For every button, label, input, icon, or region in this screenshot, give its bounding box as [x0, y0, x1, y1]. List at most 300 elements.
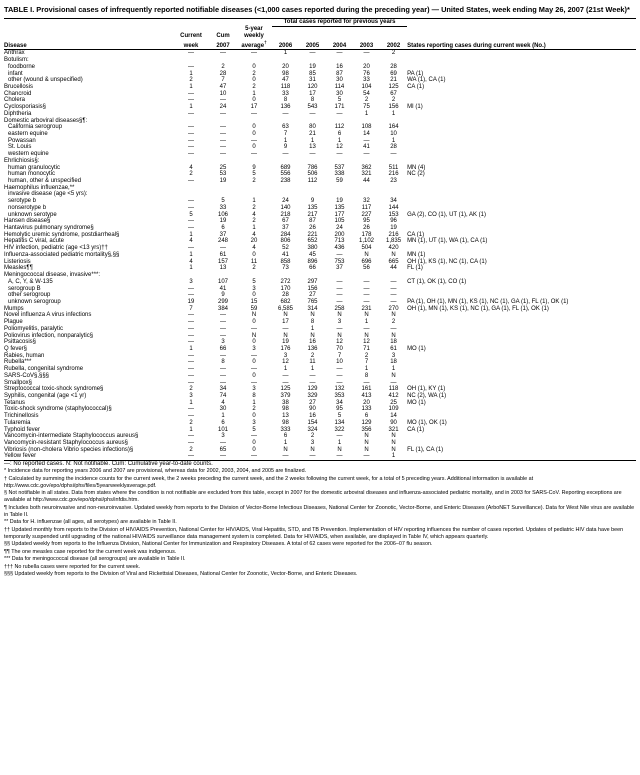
year-value: 227: [361, 211, 372, 218]
year-value: 506: [307, 171, 318, 178]
table-row: [4, 124, 636, 131]
table-row: [4, 373, 636, 380]
table-row: [4, 171, 636, 178]
table-row: [4, 286, 636, 293]
cum-2007-value: 7: [221, 77, 225, 84]
year-value: 136: [280, 104, 291, 111]
table-row: [4, 440, 636, 447]
table-row: [4, 198, 636, 205]
year-value: 2: [391, 319, 396, 326]
year-value: [272, 185, 299, 192]
year-value: [299, 185, 326, 192]
current-week-value: 1: [189, 399, 193, 406]
year-value: 63: [282, 124, 289, 131]
disease-name: Q fever§: [4, 345, 28, 352]
cum-2007-value: 4: [221, 399, 225, 406]
cum-2007-value: 6: [221, 225, 225, 232]
year-value: 67: [282, 218, 289, 225]
year-value: 6: [337, 130, 342, 137]
disease-name: Poliovirus infection, nonparalytic§: [4, 332, 94, 339]
cum-2007-value: —: [220, 440, 226, 447]
year-value: N: [310, 312, 315, 319]
states-reporting: [407, 225, 636, 232]
current-week-value: 4: [189, 258, 193, 265]
disease-name: Novel influenza A virus infections: [4, 312, 92, 319]
year-value: 1: [337, 440, 342, 447]
year-value: [380, 185, 407, 192]
footnote: §§ Updated weekly from reports to the Influenza Division, National Center for Immunization and Respiratory Diseases. A total of 62 cases were reported for the 2006–07 flu season.: [4, 541, 433, 548]
header-2006: 2006: [272, 40, 299, 50]
year-value: 1: [391, 137, 396, 144]
five-year-avg-value: 2: [252, 218, 256, 225]
five-year-avg-value: 0: [252, 124, 256, 131]
year-value: 129: [361, 419, 372, 426]
states-reporting: WA (1), CA (1): [407, 77, 446, 84]
disease-name: Diphtheria: [4, 110, 32, 117]
current-week-value: —: [188, 366, 194, 373]
states-reporting: MN (4): [407, 164, 426, 171]
year-value: 76: [363, 70, 370, 77]
year-value: 2: [391, 97, 396, 104]
year-value: —: [390, 379, 397, 386]
year-value: 1: [364, 319, 369, 326]
table-row: [4, 252, 636, 259]
year-value: N: [283, 332, 288, 339]
year-value: N: [364, 251, 369, 258]
table-row: [4, 50, 636, 57]
year-value: 37: [336, 265, 343, 272]
year-value: 321: [388, 426, 399, 433]
year-value: 21: [390, 77, 397, 84]
year-value: 1,835: [386, 238, 402, 245]
table-row: [4, 185, 636, 192]
disease-name: Rubella***: [4, 359, 32, 366]
footnote: § Not notifiable in all states. Data from states where the condition is not notifiable are excluded from this table, except in 2007 for the domestic arboviral diseases and influenza-associated pediatric mortality, and in 2003 for SARS-CoV. Reporting exceptions are available at http://www.cdc.gov/epo/dphsi/phs/infdis.htm.: [4, 490, 622, 504]
table-row: [4, 406, 636, 413]
header-current-week: [172, 18, 210, 26]
year-value: 59: [336, 178, 343, 185]
states-reporting: MO (1), OK (1): [407, 419, 447, 426]
disease-name: other serogroup: [8, 292, 51, 299]
header-cum-top: [210, 18, 236, 26]
table-row: [4, 427, 636, 434]
header-avg-top: [236, 18, 272, 26]
disease-name: unknown serotype: [8, 211, 57, 218]
five-year-avg-value: 3: [252, 345, 256, 352]
disease-name: HIV infection, pediatric (age <13 yrs)††: [4, 245, 108, 252]
cum-2007-value: 248: [217, 238, 228, 245]
year-value: 28: [390, 144, 397, 151]
cum-2007-value: —: [220, 50, 226, 57]
year-value: [353, 57, 380, 64]
year-value: 380: [307, 245, 318, 252]
disease-name: Ehrlichiosis§:: [4, 157, 40, 164]
five-year-avg-value: 0: [252, 319, 256, 326]
year-value: [272, 57, 299, 64]
current-week-value: 2: [189, 386, 193, 393]
year-value: —: [336, 325, 343, 332]
year-value: 412: [388, 393, 399, 400]
year-value: 436: [334, 245, 345, 252]
year-value: [326, 185, 353, 192]
five-year-avg-value: 2: [252, 406, 256, 413]
five-year-avg-value: —: [251, 366, 257, 373]
year-value: 504: [361, 245, 372, 252]
states-reporting: [407, 91, 636, 98]
cum-2007-value: 1: [221, 413, 225, 420]
disease-name: Measles¶¶: [4, 265, 33, 272]
table-row: [4, 272, 636, 279]
year-value: 34: [390, 198, 397, 205]
table-body: [4, 50, 636, 460]
year-value: 19: [390, 225, 397, 232]
year-value: 27: [309, 399, 316, 406]
disease-name: Vibriosis (non-cholera Vibrio species infections)§: [4, 446, 134, 453]
year-value: 682: [280, 298, 291, 305]
year-value: [299, 191, 326, 198]
year-value: 144: [388, 204, 399, 211]
year-value: 200: [334, 231, 345, 238]
year-value: 38: [282, 399, 289, 406]
disease-name: Hemolytic uremic syndrome, postdiarrheal§: [4, 231, 120, 238]
year-value: 118: [388, 386, 399, 393]
year-value: —: [309, 50, 316, 57]
header-states: States reporting cases during current week (No.): [407, 40, 636, 50]
cum-2007-value: 107: [217, 278, 228, 285]
states-reporting: [407, 144, 636, 151]
header-disease-blank: [4, 26, 172, 39]
year-value: 1: [283, 50, 288, 57]
year-value: [326, 118, 353, 125]
table-row: [4, 138, 636, 145]
current-week-value: 7: [189, 305, 193, 312]
table-row: [4, 77, 636, 84]
current-week-value: —: [188, 151, 194, 158]
year-value: —: [309, 379, 316, 386]
disease-name: Plague: [4, 319, 23, 326]
cum-2007-value: —: [220, 124, 226, 131]
states-reporting: [407, 64, 636, 71]
year-value: 231: [361, 305, 372, 312]
year-value: 164: [388, 124, 399, 131]
table-row: [4, 339, 636, 346]
year-value: 177: [334, 211, 345, 218]
year-value: 324: [307, 426, 318, 433]
year-value: N: [391, 440, 396, 447]
disease-name: A, C, Y, & W-135: [8, 278, 53, 285]
states-reporting: [407, 333, 636, 340]
year-value: 753: [334, 258, 345, 265]
current-week-value: 2: [189, 446, 193, 453]
five-year-avg-value: [236, 57, 272, 64]
current-week-value: 5: [189, 211, 193, 218]
year-value: 105: [334, 218, 345, 225]
current-week-value: 1: [189, 345, 193, 352]
header-current-week-l2: week: [172, 40, 210, 50]
year-value: 353: [334, 393, 345, 400]
year-value: 3: [283, 352, 288, 359]
year-value: 12: [336, 144, 343, 151]
year-value: 9: [310, 198, 315, 205]
current-week-value: 4: [189, 164, 193, 171]
disease-name: invasive disease (age <5 yrs):: [8, 191, 88, 198]
year-value: 216: [388, 171, 399, 178]
year-value: 17: [309, 90, 316, 97]
header-years-blank: [272, 26, 407, 39]
year-value: 26: [309, 225, 316, 232]
year-value: 221: [307, 231, 318, 238]
five-year-avg-value: 2: [252, 265, 256, 272]
year-value: 10: [336, 359, 343, 366]
year-value: —: [363, 325, 370, 332]
year-value: 2: [364, 97, 369, 104]
year-value: 114: [334, 83, 345, 90]
current-week-value: 2: [189, 171, 193, 178]
year-value: 104: [361, 83, 372, 90]
states-reporting: [407, 413, 636, 420]
year-value: 5: [337, 97, 342, 104]
year-value: —: [309, 151, 316, 158]
states-reporting: [407, 205, 636, 212]
disease-name: human, other & unspecified: [8, 178, 82, 185]
year-value: [326, 191, 353, 198]
year-value: 34: [336, 399, 343, 406]
header-current-week-l1: Current: [180, 32, 202, 39]
cum-2007-value: —: [220, 130, 226, 137]
disease-name: Anthrax: [4, 50, 25, 57]
year-value: 98: [282, 406, 289, 413]
cum-2007-value: —: [220, 151, 226, 158]
year-value: —: [363, 50, 370, 57]
current-week-value: 1: [189, 231, 193, 238]
disease-name: Tetanus: [4, 399, 26, 406]
current-week-value: [172, 185, 210, 192]
year-value: —: [336, 110, 343, 117]
year-value: 896: [307, 258, 318, 265]
table-row: [4, 165, 636, 172]
states-reporting: CA (1): [407, 231, 425, 238]
table-row: [4, 232, 636, 239]
year-value: 98: [282, 419, 289, 426]
year-value: 270: [388, 305, 399, 312]
current-week-value: [172, 57, 210, 64]
states-reporting: NC (2): [407, 171, 425, 178]
year-value: 786: [307, 164, 318, 171]
year-value: —: [336, 292, 343, 299]
five-year-avg-value: 3: [252, 419, 256, 426]
five-year-avg-value: 2: [252, 70, 256, 77]
year-value: 8: [310, 97, 315, 104]
current-week-value: —: [188, 319, 194, 326]
states-reporting: [407, 319, 636, 326]
year-value: N: [310, 332, 315, 339]
current-week-value: —: [188, 325, 194, 332]
disease-name: Hepatitis C viral, acute: [4, 238, 65, 245]
table-row: [4, 212, 636, 219]
states-reporting: [407, 178, 636, 185]
table-row: [4, 319, 636, 326]
states-reporting: MI (1): [407, 104, 423, 111]
disease-name: Rubella, congenital syndrome: [4, 366, 84, 373]
year-value: 7: [337, 352, 342, 359]
five-year-avg-value: 2: [252, 83, 256, 90]
year-value: 13: [309, 144, 316, 151]
footnote: §§§ Updated weekly from reports to the Division of Viral and Rickettsial Diseases, National Center for Zoonotic, Vector-Borne, and Enteric Diseases.: [4, 571, 358, 578]
cum-2007-value: 33: [219, 204, 227, 211]
year-value: 27: [309, 292, 316, 299]
five-year-avg-value: 4: [252, 211, 256, 218]
year-value: 52: [282, 245, 289, 252]
states-reporting: OH (1), MN (1), KS (1), NC (1), GA (1), FL (1), OK (1): [407, 305, 549, 312]
disease-name: infant: [8, 70, 23, 77]
current-week-value: —: [188, 339, 194, 346]
table-row: [4, 225, 636, 232]
states-reporting: [407, 111, 636, 118]
year-value: 333: [280, 426, 291, 433]
states-reporting: [407, 124, 636, 131]
year-value: —: [363, 285, 370, 292]
table-row: [4, 447, 636, 454]
year-value: [326, 158, 353, 165]
year-value: —: [363, 278, 370, 285]
year-value: 329: [307, 393, 318, 400]
five-year-avg-value: 11: [250, 258, 258, 265]
year-value: —: [309, 110, 316, 117]
states-reporting: [407, 118, 636, 125]
cum-2007-value: —: [220, 245, 226, 252]
year-value: N: [310, 446, 315, 453]
cum-2007-value: 5: [221, 198, 225, 205]
year-value: 73: [282, 265, 289, 272]
year-value: 2: [391, 50, 396, 57]
year-value: 87: [336, 70, 343, 77]
table-row: [4, 380, 636, 387]
year-value: 66: [309, 265, 316, 272]
year-value: 652: [307, 238, 318, 245]
disease-name: Hantavirus pulmonary syndrome§: [4, 225, 94, 232]
current-week-value: —: [188, 245, 194, 252]
states-reporting: PA (1), OH (1), MN (1), KS (1), NC (1), GA (1), FL (1), OK (1): [407, 298, 569, 305]
year-value: 20: [363, 63, 370, 70]
current-week-value: 1: [189, 70, 193, 77]
cum-2007-value: 101: [217, 426, 228, 433]
five-year-avg-value: 1: [252, 399, 256, 406]
five-year-avg-value: 15: [250, 298, 258, 305]
year-value: 272: [280, 278, 291, 285]
year-value: 1: [283, 440, 288, 447]
year-value: 28: [390, 63, 397, 70]
table-row: [4, 393, 636, 400]
table-row: [4, 205, 636, 212]
year-value: —: [336, 278, 343, 285]
year-value: [326, 57, 353, 64]
table-row: [4, 144, 636, 151]
year-value: 2: [364, 352, 369, 359]
current-week-value: —: [188, 379, 194, 386]
five-year-avg-value: 9: [252, 164, 256, 171]
year-value: [380, 57, 407, 64]
disease-name: Toxic-shock syndrome (staphylococcal)§: [4, 406, 112, 413]
states-reporting: OH (1), KY (1): [407, 386, 446, 393]
cum-2007-value: [210, 185, 236, 192]
five-year-avg-value: 17: [250, 104, 258, 111]
cum-2007-value: [210, 272, 236, 279]
states-reporting: [407, 218, 636, 225]
five-year-avg-value: [236, 158, 272, 165]
five-year-avg-value: 0: [252, 63, 256, 70]
states-reporting: MO (1): [407, 345, 426, 352]
year-value: [299, 118, 326, 125]
disease-name: Chancroid: [4, 90, 32, 97]
current-week-value: [172, 191, 210, 198]
disease-name: serogroup B: [8, 285, 41, 292]
states-reporting: [407, 359, 636, 366]
cum-2007-value: —: [220, 110, 226, 117]
year-value: 24: [336, 225, 343, 232]
table-row: [4, 359, 636, 366]
footnote: †† Updated monthly from reports to the Division of HIV/AIDS Prevention, National Center for HIV/AIDS, Viral Hepatitis, STD, and TB Prevention. Implementation of HIV reporting influences the number of cases reported. Updates of pediatric HIV data have been temporarily suspended until upgrading of the national HIV/AIDS surveillance data management system is completed. Data for HIV/AIDS, when available, are displayed in Table IV, which appears quarterly.: [4, 526, 624, 540]
year-value: 134: [334, 419, 345, 426]
table-row: [4, 453, 636, 460]
current-week-value: —: [188, 352, 194, 359]
disease-name: human monocytic: [8, 171, 56, 178]
table-row: [4, 151, 636, 158]
five-year-avg-value: 1: [252, 90, 256, 97]
year-value: [380, 158, 407, 165]
disease-name: serotype b: [8, 198, 37, 205]
year-value: 80: [309, 124, 316, 131]
year-value: 125: [388, 83, 399, 90]
year-value: 765: [307, 298, 318, 305]
current-week-value: [172, 272, 210, 279]
current-week-value: —: [188, 204, 194, 211]
year-value: 1: [310, 325, 315, 332]
cum-2007-value: 384: [217, 305, 228, 312]
current-week-value: —: [188, 124, 194, 131]
cum-2007-value: 3: [221, 433, 225, 440]
year-value: —: [390, 285, 397, 292]
year-value: 20: [363, 399, 370, 406]
cum-2007-value: —: [220, 352, 226, 359]
year-value: —: [309, 372, 316, 379]
year-value: 362: [361, 164, 372, 171]
five-year-avg-value: 0: [252, 251, 256, 258]
year-value: 87: [309, 218, 316, 225]
states-reporting: [407, 198, 636, 205]
year-value: 95: [363, 218, 370, 225]
year-value: 218: [280, 211, 291, 218]
current-week-value: —: [188, 285, 194, 292]
disease-name: Rabies, human: [4, 352, 45, 359]
year-value: 61: [390, 345, 397, 352]
year-value: 21: [309, 130, 316, 137]
year-value: 3: [337, 319, 342, 326]
states-reporting: [407, 97, 636, 104]
table-row: [4, 57, 636, 64]
disease-name: Vancomycin-resistant Staphylococcus aureus§: [4, 440, 128, 447]
year-value: —: [282, 325, 289, 332]
cum-2007-value: —: [220, 366, 226, 373]
five-year-avg-value: 0: [252, 359, 256, 366]
year-value: 140: [280, 204, 291, 211]
year-value: 1: [391, 110, 396, 117]
year-value: 12: [282, 359, 289, 366]
year-value: 1: [391, 453, 396, 460]
year-value: 32: [363, 198, 370, 205]
disease-name: Botulism:: [4, 57, 29, 64]
cum-2007-value: 74: [219, 393, 227, 400]
year-value: —: [363, 292, 370, 299]
